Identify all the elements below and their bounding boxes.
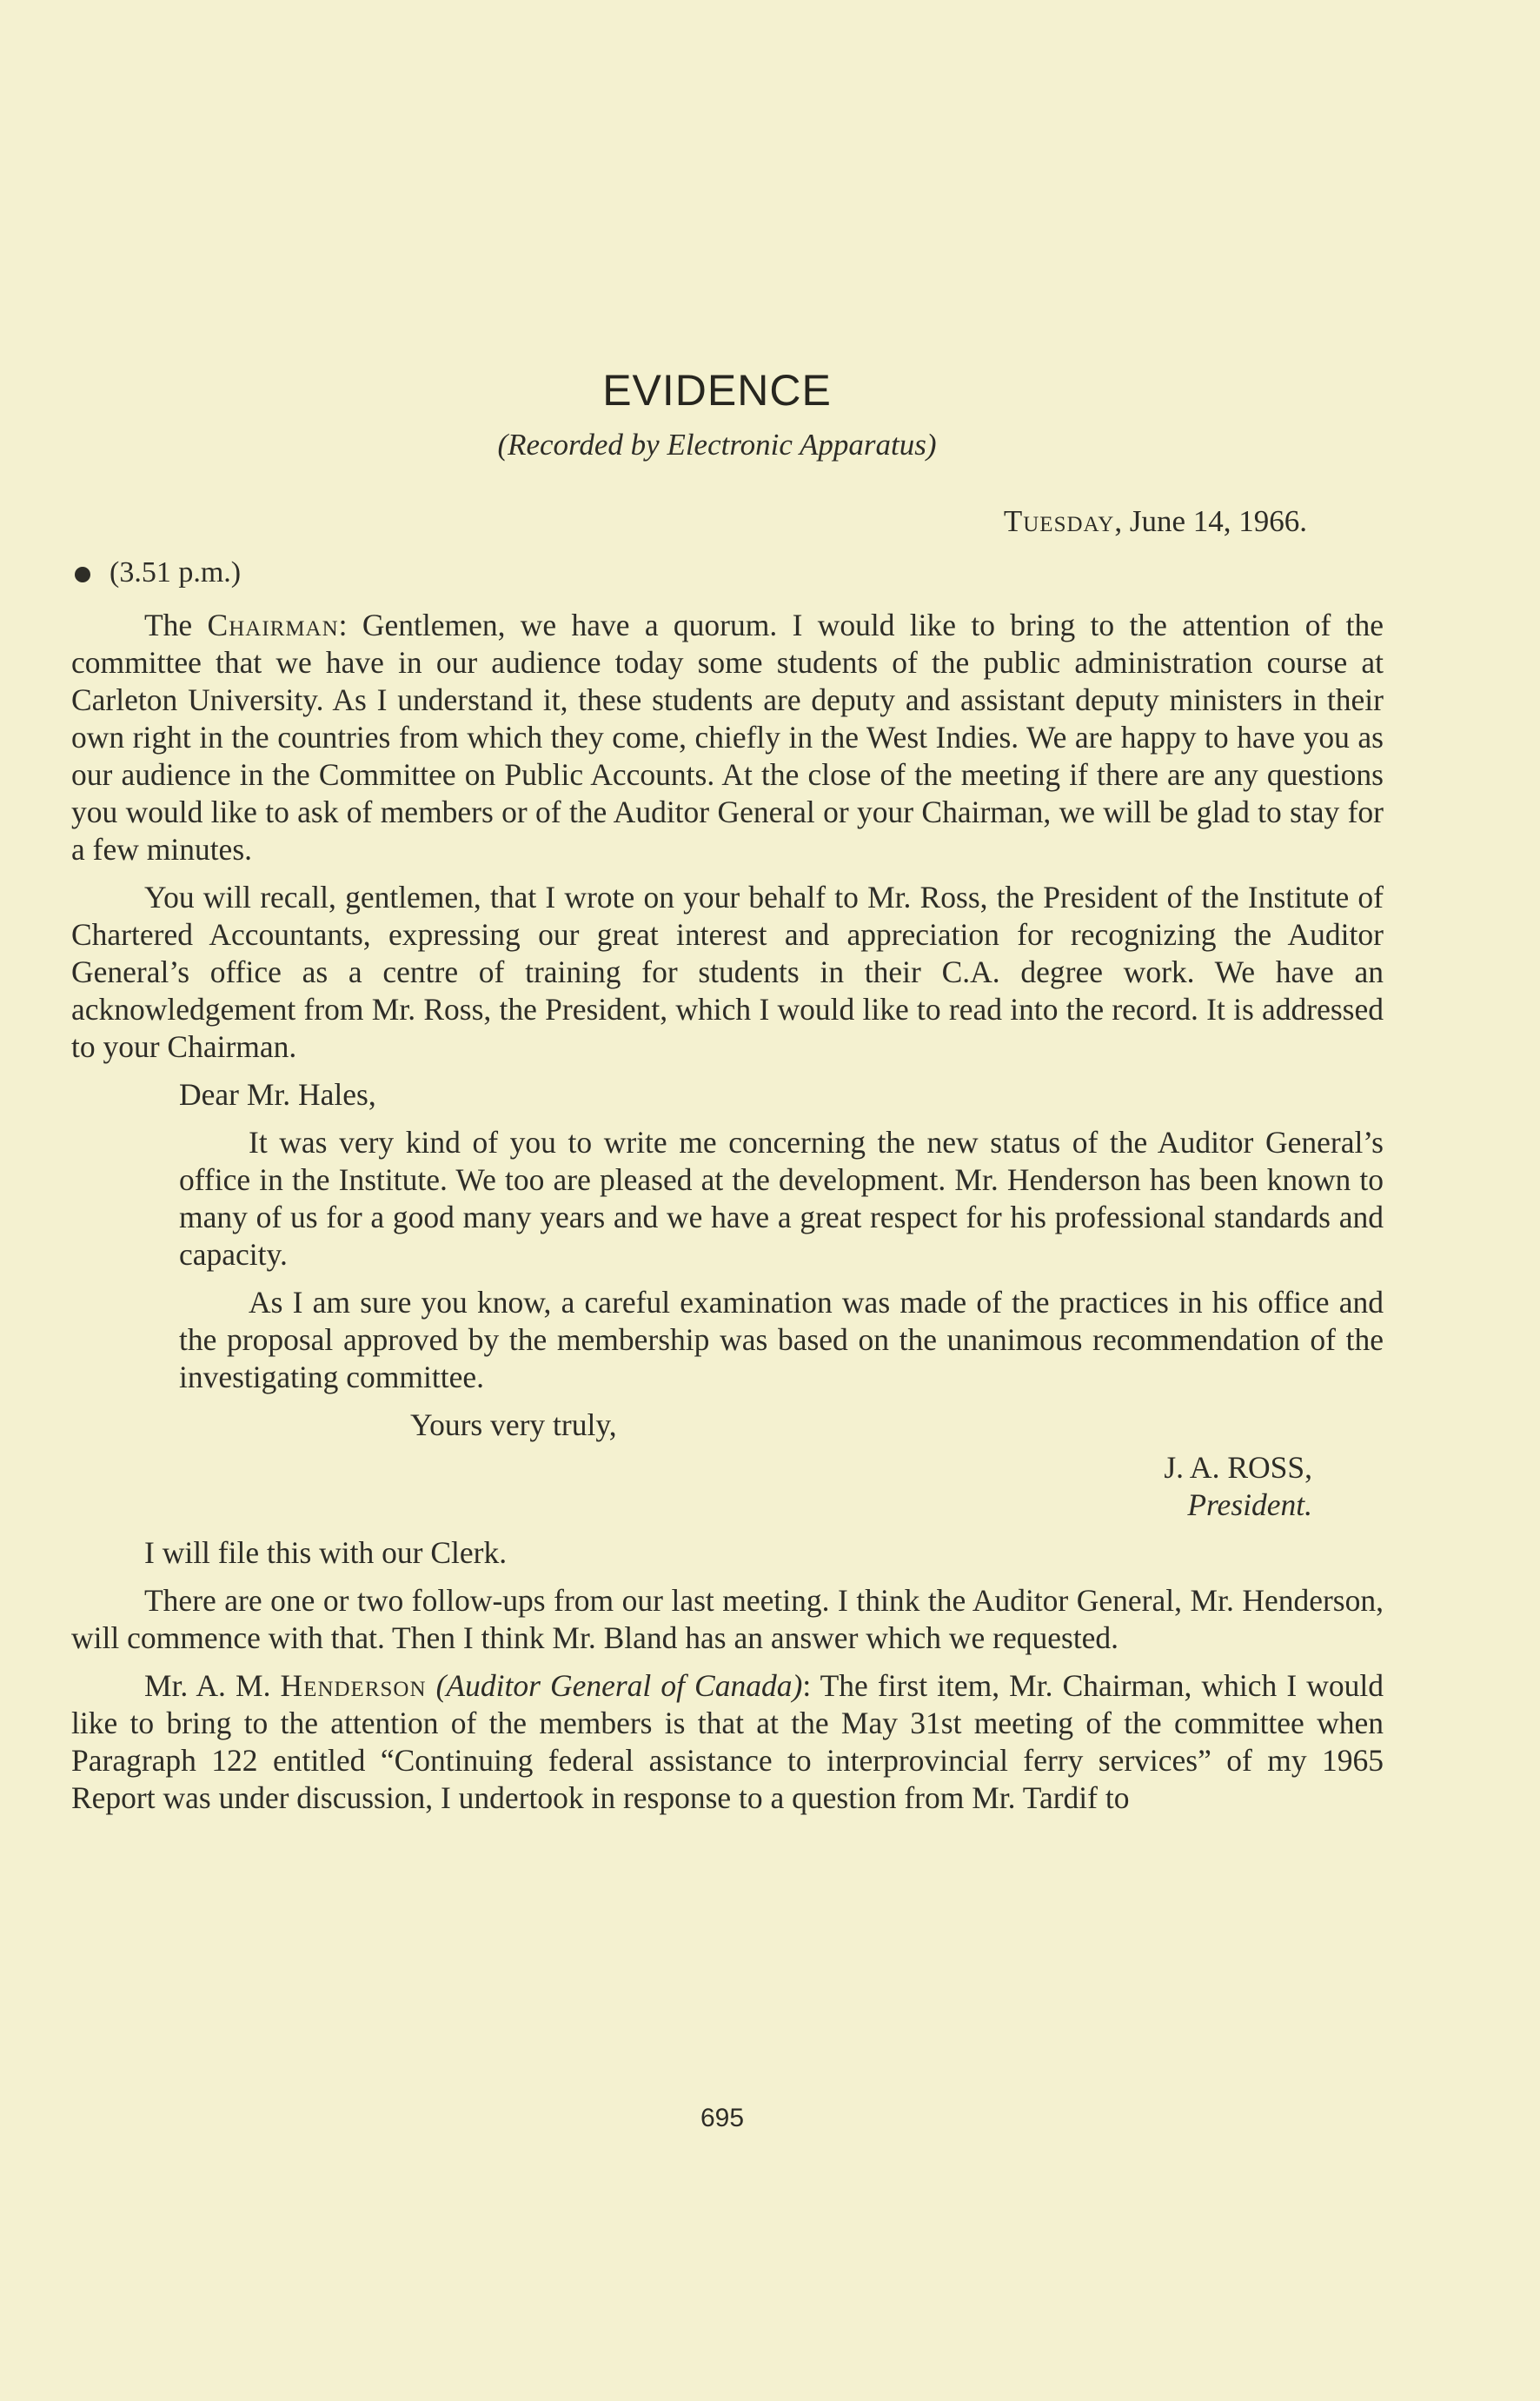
page-number: 695 xyxy=(700,2104,745,2132)
timestamp-text: (3.51 p.m.) xyxy=(110,556,242,589)
timestamp xyxy=(75,556,241,589)
page-subtitle: (Recorded by Electronic Apparatus) xyxy=(497,428,937,462)
speaker-prefix: Mr. A. M. xyxy=(144,1668,281,1703)
letter-paragraph-1: It was very kind of you to write me concerning the new status of the Auditor General’s office in the Institute. We too are pleased at the development. Mr. Henderson has been known to many of us for a good many years and we have a great respect for his professional standards and capacity. xyxy=(179,1125,1384,1272)
paragraph-text: : Gentlemen, we have a quorum. I would like to bring to the attention of the committee that we have in our audience today some students of the public administration course at Carleton University. As I understand it, these students are deputy and assistant deputy ministers in their own right in the countries from which they come, chiefly in the West Indies. We are happy to have you as our audience in the Committee on Public Accounts. At the close of the meeting if there are any questions you would like to ask of members or of the Auditor General or your Chairman, we will be glad to stay for a few minutes. xyxy=(71,608,1384,867)
paragraph-chairman-opening xyxy=(71,607,1384,868)
letter-salutation: Dear Mr. Hales, xyxy=(179,1077,376,1112)
letter-closing: Yours very truly, xyxy=(410,1407,617,1442)
dateline-day: Tuesday xyxy=(1003,504,1115,538)
letter-signer: J. A. ROSS, xyxy=(1164,1450,1312,1485)
dateline xyxy=(1004,504,1307,539)
paragraph-file-with-clerk: I will file this with our Clerk. xyxy=(144,1535,508,1570)
paragraph-follow-ups: There are one or two follow-ups from our last meeting. I think the Auditor General, Mr. Henderson, will commence with that. Then I think Mr. Bland has an answer which we requested. xyxy=(71,1583,1384,1655)
page-title: EVIDENCE xyxy=(602,366,832,415)
letter-paragraph-2: As I am sure you know, a careful examination was made of the practices in his office and the proposal approved by the membership was based on the unanimous recommendation of the investigating committee. xyxy=(179,1285,1384,1394)
speaker-prefix: The xyxy=(144,608,208,642)
paragraph-ross-letter-intro: You will recall, gentlemen, that I wrote on your behalf to Mr. Ross, the President of the Institute of Chartered Accountants, expressing our great interest and appreciation for recognizing the Auditor General’s office as a centre of training for students in their C.A. degree work. We have an acknowledgement from Mr. Ross, the President, which I would like to read into the record. It is addressed to your Chairman. xyxy=(71,880,1384,1064)
body-text xyxy=(71,607,1384,1827)
speaker-name: Henderson xyxy=(280,1668,427,1703)
dateline-date: , June 14, 1966. xyxy=(1114,504,1307,538)
speaker-name: Chairman xyxy=(207,608,339,642)
paragraph-text: : The first item, Mr. Chairman, which I would like to bring to the attention of the members is that at the May 31st meeting of the committee when Paragraph 122 entitled “Continuing federal assistance to interprovincial ferry services” of my 1965 Report was under discussion, I undertook in response to a question from Mr. Tardif to xyxy=(71,1668,1384,1815)
speaker-role: (Auditor General of Canada) xyxy=(435,1668,803,1703)
bullet-icon xyxy=(75,567,90,582)
paragraph-henderson xyxy=(71,1667,1384,1817)
letter-signer-title: President. xyxy=(1187,1487,1312,1522)
